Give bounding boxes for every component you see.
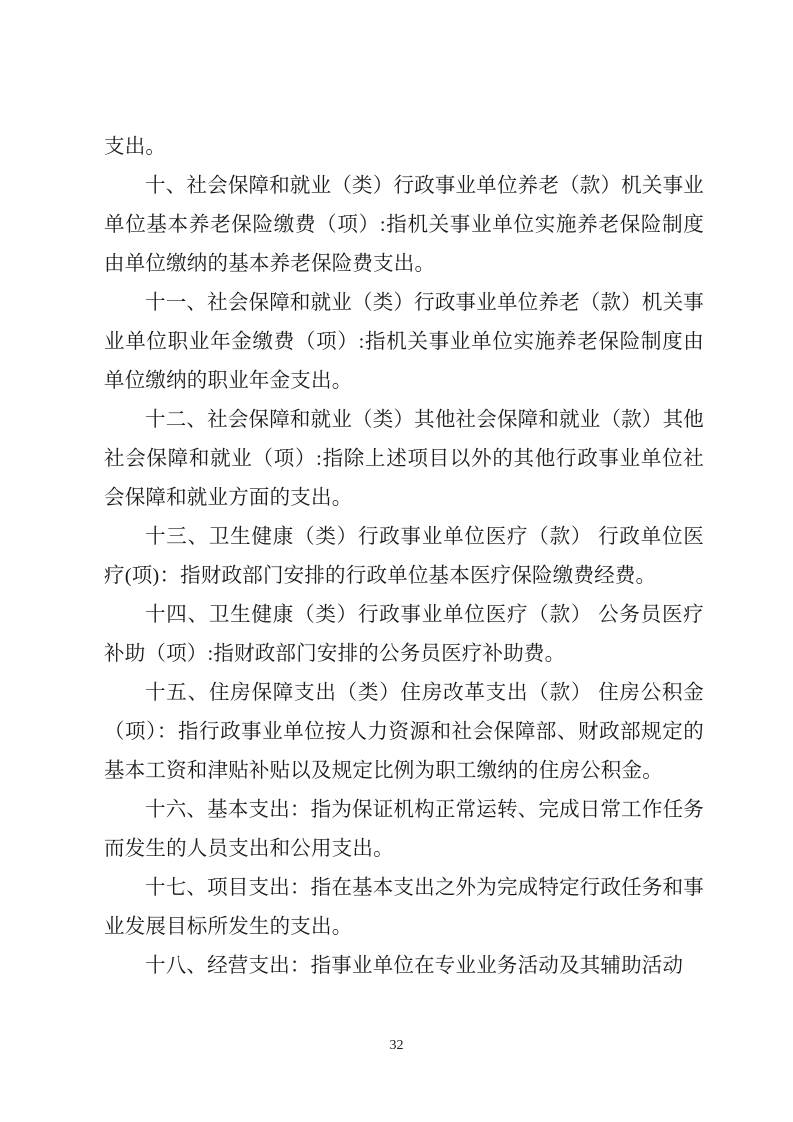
paragraph-item-14: 十四、卫生健康（类）行政事业单位医疗（款） 公务员医疗补助（项）:指财政部门安排的公务员医疗补助费。 [104, 604, 704, 665]
paragraph-item-11: 十一、社会保障和就业（类）行政事业单位养老（款）机关事业单位职业年金缴费（项）:指机关事业单位实施养老保险制度由单位缴纳的职业年金支出。 [104, 292, 704, 392]
paragraph-item-16: 十六、基本支出：指为保证机构正常运转、完成日常工作任务而发生的人员支出和公用支出。 [104, 799, 704, 860]
document-body [104, 128, 704, 986]
page-number: 32 [389, 1038, 404, 1053]
paragraph-item-12: 十二、社会保障和就业（类）其他社会保障和就业（款）其他社会保障和就业（项）:指除上述项目以外的其他行政事业单位社会保障和就业方面的支出。 [104, 409, 704, 509]
paragraph-item-10: 十、社会保障和就业（类）行政事业单位养老（款）机关事业单位基本养老保险缴费（项）:指机关事业单位实施养老保险制度由单位缴纳的基本养老保险费支出。 [104, 175, 704, 275]
paragraph-item-15: 十五、住房保障支出（类）住房改革支出（款） 住房公积金（项）：指行政事业单位按人力资源和社会保障部、财政部规定的基本工资和津贴补贴以及规定比例为职工缴纳的住房公积金。 [104, 682, 704, 782]
paragraph-item-18: 十八、经营支出：指事业单位在专业业务活动及其辅助活动 [145, 955, 684, 977]
paragraph-item-17: 十七、项目支出：指在基本支出之外为完成特定行政任务和事业发展目标所发生的支出。 [104, 877, 704, 938]
paragraph-continuation: 支出。 [104, 136, 167, 158]
paragraph-item-13: 十三、卫生健康（类）行政事业单位医疗（款） 行政单位医疗(项)：指财政部门安排的行政单位基本医疗保险缴费经费。 [104, 526, 704, 587]
